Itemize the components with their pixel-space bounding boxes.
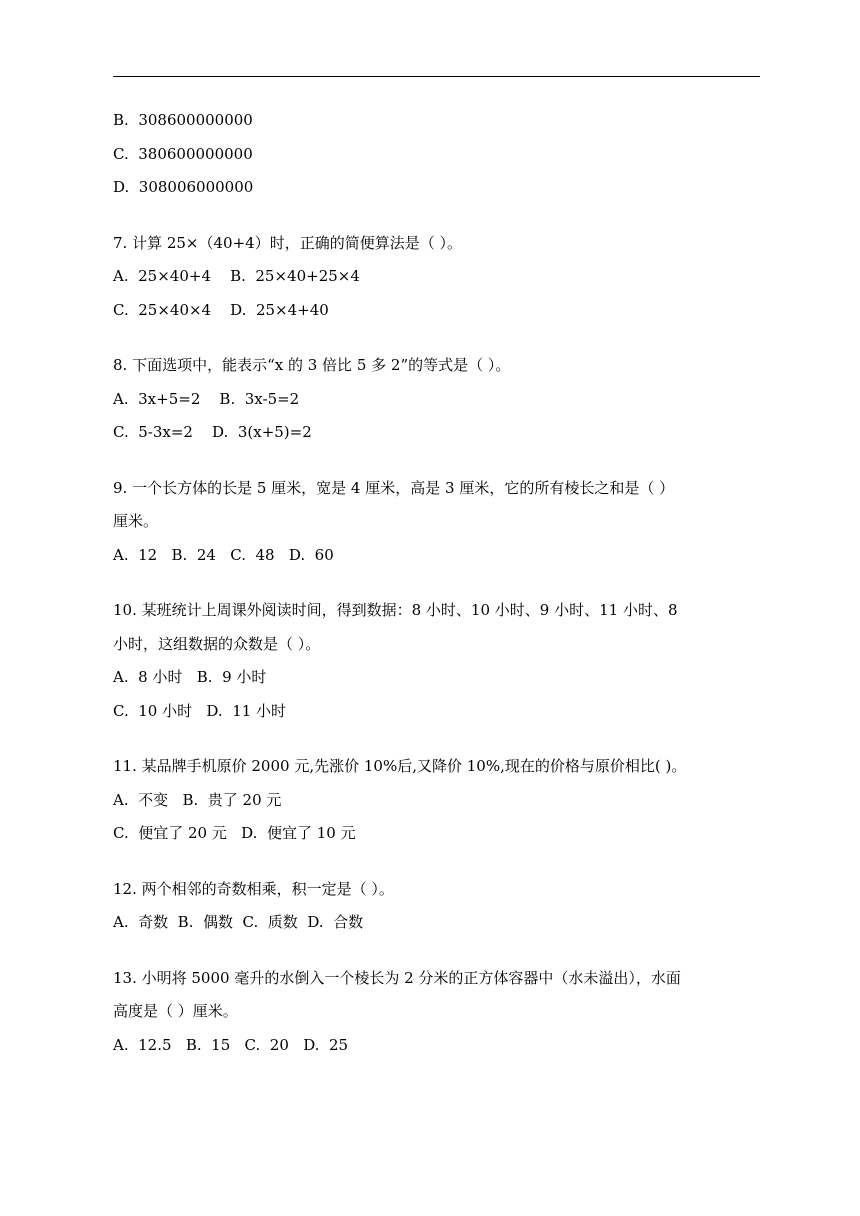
- page-content: [113, 106, 760, 1064]
- option-line: C. 380600000000: [113, 144, 253, 163]
- question-11: [113, 752, 760, 853]
- option-line: D. 308006000000: [113, 178, 254, 196]
- question-text: 12. 两个相邻的奇数相乘，积一定是（ ）。: [113, 879, 394, 898]
- option-line: A. 奇数 B. 偶数 C. 质数 D. 合数: [113, 913, 364, 931]
- question-text: 10. 某班统计上周课外阅读时间，得到数据：8 小时、10 小时、9 小时、11 小时、8: [113, 601, 678, 619]
- question-text: 7. 计算 25×（40+4）时，正确的简便算法是（ ）。: [113, 233, 462, 252]
- question-text: 13. 小明将 5000 毫升的水倒入一个棱长为 2 分米的正方体容器中（水未溢出），水面: [113, 968, 681, 987]
- question-text-continued: 小时，这组数据的众数是（ ）。: [113, 634, 321, 653]
- option-line: A. 12.5 B. 15 C. 20 D. 25: [113, 1035, 349, 1054]
- option-line: C. 10 小时 D. 11 小时: [113, 701, 287, 720]
- question-text: 11. 某品牌手机原价 2000 元,先涨价 10%后,又降价 10%,现在的价格与原价相比( )。: [113, 757, 687, 775]
- question-text-continued: 厘米。: [113, 512, 159, 530]
- question-text: 9. 一个长方体的长是 5 厘米，宽是 4 厘米，高是 3 厘米，它的所有棱长之和是（ ）: [113, 478, 675, 497]
- header-rule: [113, 76, 760, 77]
- option-line: A. 不变 B. 贵了 20 元: [113, 790, 282, 809]
- question-13: [113, 964, 760, 1065]
- option-line: A. 3x+5=2 B. 3x-5=2: [113, 389, 300, 408]
- continued-options: [113, 106, 760, 207]
- option-line: C. 便宜了 20 元 D. 便宜了 10 元: [113, 824, 356, 842]
- question-9: [113, 474, 760, 575]
- question-8: [113, 351, 760, 452]
- option-line: A. 12 B. 24 C. 48 D. 60: [113, 545, 334, 564]
- question-12: [113, 875, 760, 942]
- option-line: C. 5-3x=2 D. 3(x+5)=2: [113, 423, 312, 441]
- option-line: A. 8 小时 B. 9 小时: [113, 668, 267, 686]
- question-10: [113, 596, 760, 730]
- option-line: A. 25×40+4 B. 25×40+25×4: [113, 267, 360, 285]
- question-text: 8. 下面选项中，能表示“x 的 3 倍比 5 多 2”的等式是（ ）。: [113, 356, 511, 374]
- option-line: C. 25×40×4 D. 25×4+40: [113, 300, 329, 319]
- option-line: B. 308600000000: [113, 111, 253, 129]
- question-text-continued: 高度是（ ）厘米。: [113, 1002, 238, 1020]
- question-7: [113, 229, 760, 330]
